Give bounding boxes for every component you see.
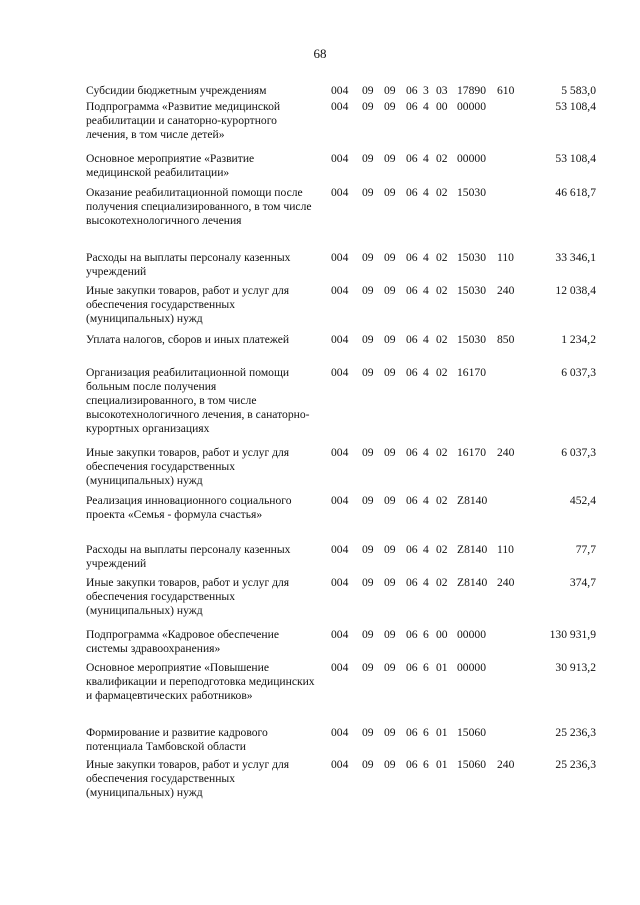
- row-target-event: 02: [436, 494, 448, 507]
- row-subsection-code: 09: [384, 100, 396, 113]
- row-target-event: 02: [436, 186, 448, 199]
- row-subsection-code: 09: [384, 333, 396, 346]
- row-target-program: 06: [406, 333, 418, 346]
- row-target-event: 01: [436, 758, 448, 771]
- row-subsection-code: 09: [384, 726, 396, 739]
- row-section-code: 09: [362, 661, 374, 674]
- row-name: Иные закупки товаров, работ и услуг для обеспечения государственных (муниципальных) нужд: [86, 758, 290, 799]
- row-section-code: 09: [362, 758, 374, 771]
- row-target-subprogram: 4: [423, 494, 429, 507]
- row-target-program: 06: [406, 366, 418, 379]
- row-target-program: 06: [406, 251, 418, 264]
- row-amount: 6 037,3: [561, 446, 596, 459]
- row-expense-type: 110: [497, 543, 514, 556]
- row-expense-type: 240: [497, 446, 515, 459]
- row-amount: 77,7: [575, 543, 596, 556]
- row-name: Иные закупки товаров, работ и услуг для обеспечения государственных (муниципальных) нужд: [86, 446, 290, 487]
- row-section-code: 09: [362, 366, 374, 379]
- row-target-subprogram: 4: [423, 576, 429, 589]
- row-target-subprogram: 4: [423, 543, 429, 556]
- row-expense-type: 850: [497, 333, 515, 346]
- row-target-direction: 15060: [457, 758, 486, 771]
- row-amount: 452,4: [569, 494, 596, 507]
- row-name: Уплата налогов, сборов и иных платежей: [86, 333, 290, 346]
- row-target-event: 00: [436, 100, 448, 113]
- row-target-event: 02: [436, 366, 448, 379]
- row-department-code: 004: [331, 628, 349, 641]
- row-target-event: 02: [436, 284, 448, 297]
- row-section-code: 09: [362, 446, 374, 459]
- row-name: Основное мероприятие «Развитие медицинской реабилитации»: [86, 152, 255, 179]
- row-section-code: 09: [362, 152, 374, 165]
- row-target-subprogram: 4: [423, 152, 429, 165]
- row-section-code: 09: [362, 100, 374, 113]
- row-expense-type: 610: [497, 84, 515, 97]
- row-section-code: 09: [362, 726, 374, 739]
- row-department-code: 004: [331, 543, 349, 556]
- row-target-program: 06: [406, 446, 418, 459]
- row-subsection-code: 09: [384, 628, 396, 641]
- row-target-event: 02: [436, 333, 448, 346]
- row-target-program: 06: [406, 661, 418, 674]
- row-target-event: 02: [436, 576, 448, 589]
- row-target-subprogram: 4: [423, 100, 429, 113]
- row-target-program: 06: [406, 758, 418, 771]
- row-target-event: 02: [436, 446, 448, 459]
- row-name: Основное мероприятие «Повышение квалификации и переподготовка медицинских и фармацевтических работников»: [86, 661, 315, 702]
- row-amount: 25 236,3: [555, 726, 596, 739]
- row-target-event: 03: [436, 84, 448, 97]
- row-subsection-code: 09: [384, 251, 396, 264]
- row-target-event: 02: [436, 251, 448, 264]
- row-department-code: 004: [331, 576, 349, 589]
- row-target-program: 06: [406, 284, 418, 297]
- row-subsection-code: 09: [384, 366, 396, 379]
- row-department-code: 004: [331, 251, 349, 264]
- row-target-direction: 00000: [457, 628, 486, 641]
- row-subsection-code: 09: [384, 661, 396, 674]
- row-amount: 25 236,3: [555, 758, 596, 771]
- row-amount: 53 108,4: [555, 152, 596, 165]
- row-target-direction: 15030: [457, 251, 486, 264]
- row-amount: 46 618,7: [555, 186, 596, 199]
- row-department-code: 004: [331, 758, 349, 771]
- row-amount: 1 234,2: [561, 333, 596, 346]
- row-department-code: 004: [331, 333, 349, 346]
- row-target-event: 01: [436, 661, 448, 674]
- row-target-direction: 17890: [457, 84, 486, 97]
- row-target-event: 02: [436, 152, 448, 165]
- row-name: Реализация инновационного социального проекта «Семья - формула счастья»: [86, 494, 292, 521]
- row-department-code: 004: [331, 726, 349, 739]
- row-department-code: 004: [331, 186, 349, 199]
- row-expense-type: 240: [497, 758, 515, 771]
- row-subsection-code: 09: [384, 758, 396, 771]
- row-target-direction: 00000: [457, 100, 486, 113]
- row-amount: 374,7: [569, 576, 596, 589]
- row-department-code: 004: [331, 284, 349, 297]
- row-section-code: 09: [362, 333, 374, 346]
- row-target-direction: Z8140: [457, 576, 488, 589]
- row-target-event: 00: [436, 628, 448, 641]
- row-target-program: 06: [406, 543, 418, 556]
- row-target-subprogram: 6: [423, 628, 429, 641]
- row-target-subprogram: 4: [423, 186, 429, 199]
- row-section-code: 09: [362, 543, 374, 556]
- row-section-code: 09: [362, 251, 374, 264]
- row-target-program: 06: [406, 84, 418, 97]
- row-target-subprogram: 6: [423, 661, 429, 674]
- row-amount: 53 108,4: [555, 100, 596, 113]
- row-target-direction: 16170: [457, 446, 486, 459]
- row-expense-type: 110: [497, 251, 514, 264]
- row-target-subprogram: 4: [423, 366, 429, 379]
- row-target-direction: 16170: [457, 366, 486, 379]
- row-target-direction: Z8140: [457, 494, 488, 507]
- row-name: Подпрограмма «Кадровое обеспечение системы здравоохранения»: [86, 628, 279, 655]
- row-section-code: 09: [362, 628, 374, 641]
- row-name: Иные закупки товаров, работ и услуг для обеспечения государственных (муниципальных) нужд: [86, 284, 290, 325]
- row-name: Субсидии бюджетным учреждениям: [86, 84, 267, 97]
- row-amount: 30 913,2: [555, 661, 596, 674]
- row-target-event: 02: [436, 543, 448, 556]
- row-amount: 5 583,0: [561, 84, 596, 97]
- row-department-code: 004: [331, 366, 349, 379]
- row-target-direction: 15030: [457, 333, 486, 346]
- row-target-direction: 00000: [457, 661, 486, 674]
- row-target-subprogram: 3: [423, 84, 429, 97]
- row-subsection-code: 09: [384, 186, 396, 199]
- row-department-code: 004: [331, 446, 349, 459]
- row-amount: 6 037,3: [561, 366, 596, 379]
- row-section-code: 09: [362, 284, 374, 297]
- row-name: Расходы на выплаты персоналу казенных учреждений: [86, 251, 291, 278]
- row-subsection-code: 09: [384, 446, 396, 459]
- row-subsection-code: 09: [384, 284, 396, 297]
- row-section-code: 09: [362, 494, 374, 507]
- row-name: Иные закупки товаров, работ и услуг для обеспечения государственных (муниципальных) нужд: [86, 576, 290, 617]
- row-department-code: 004: [331, 494, 349, 507]
- page-number: 68: [313, 46, 327, 61]
- row-subsection-code: 09: [384, 576, 396, 589]
- row-target-direction: Z8140: [457, 543, 488, 556]
- row-department-code: 004: [331, 84, 349, 97]
- row-target-event: 01: [436, 726, 448, 739]
- row-expense-type: 240: [497, 576, 515, 589]
- row-subsection-code: 09: [384, 494, 396, 507]
- row-target-direction: 15030: [457, 186, 486, 199]
- row-section-code: 09: [362, 84, 374, 97]
- row-amount: 33 346,1: [555, 251, 596, 264]
- row-department-code: 004: [331, 661, 349, 674]
- row-target-program: 06: [406, 576, 418, 589]
- row-target-subprogram: 6: [423, 726, 429, 739]
- row-target-direction: 00000: [457, 152, 486, 165]
- row-target-direction: 15030: [457, 284, 486, 297]
- row-department-code: 004: [331, 152, 349, 165]
- row-target-subprogram: 4: [423, 446, 429, 459]
- row-subsection-code: 09: [384, 543, 396, 556]
- row-target-program: 06: [406, 628, 418, 641]
- row-target-program: 06: [406, 100, 418, 113]
- row-amount: 12 038,4: [555, 284, 596, 297]
- row-target-subprogram: 6: [423, 758, 429, 771]
- row-name: Организация реабилитационной помощи больным после получения специализированного, в том числе высокотехнологичного лечения, в санаторно-курортных организациях: [86, 366, 310, 435]
- row-name: Формирование и развитие кадрового потенциала Тамбовской области: [86, 726, 268, 753]
- row-subsection-code: 09: [384, 152, 396, 165]
- row-section-code: 09: [362, 186, 374, 199]
- row-target-subprogram: 4: [423, 284, 429, 297]
- row-expense-type: 240: [497, 284, 515, 297]
- row-target-program: 06: [406, 152, 418, 165]
- row-name: Расходы на выплаты персоналу казенных учреждений: [86, 543, 291, 570]
- row-amount: 130 931,9: [549, 628, 596, 641]
- row-target-program: 06: [406, 726, 418, 739]
- row-name: Подпрограмма «Развитие медицинской реабилитации и санаторно-курортного лечения, в том числе детей»: [86, 100, 281, 141]
- row-target-program: 06: [406, 494, 418, 507]
- row-department-code: 004: [331, 100, 349, 113]
- row-section-code: 09: [362, 576, 374, 589]
- row-name: Оказание реабилитационной помощи после получения специализированного, в том числе высокотехнологичного лечения: [86, 186, 312, 227]
- row-target-subprogram: 4: [423, 333, 429, 346]
- row-target-subprogram: 4: [423, 251, 429, 264]
- row-target-program: 06: [406, 186, 418, 199]
- row-subsection-code: 09: [384, 84, 396, 97]
- row-target-direction: 15060: [457, 726, 486, 739]
